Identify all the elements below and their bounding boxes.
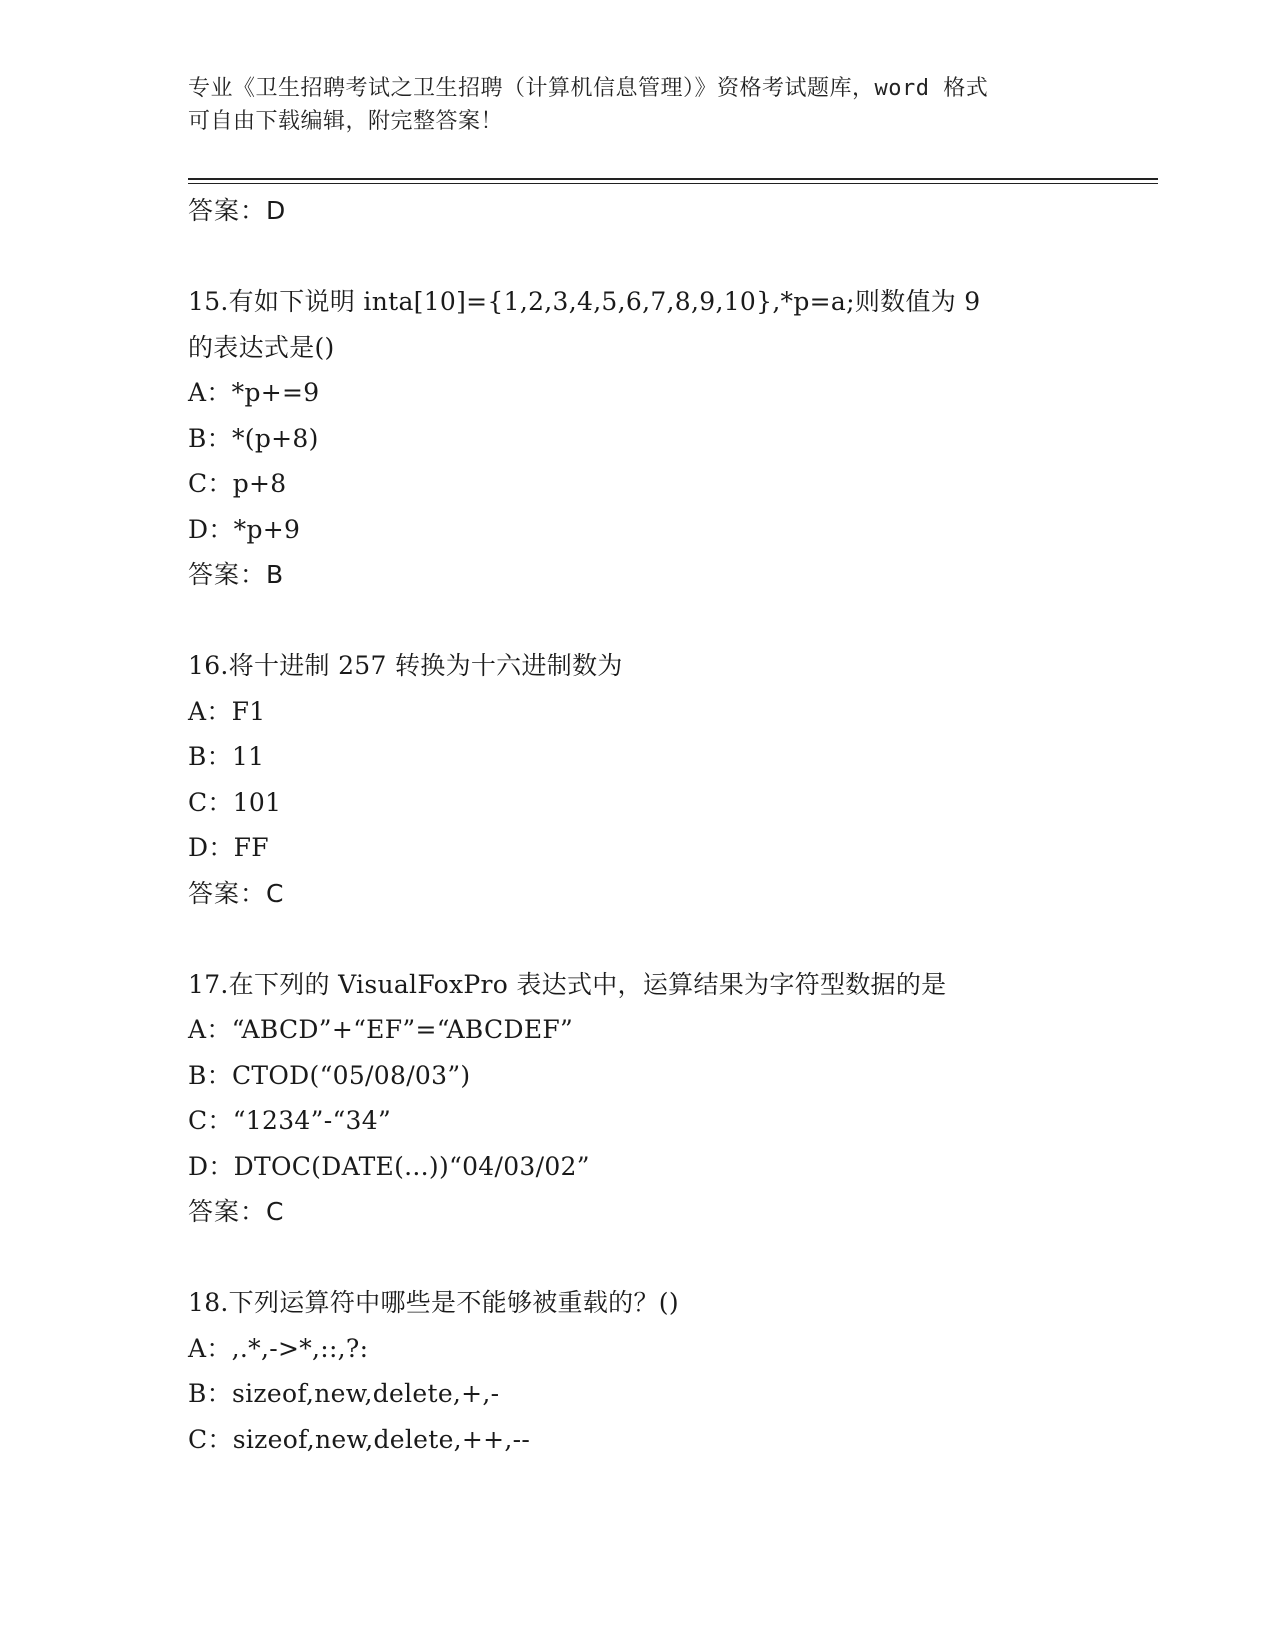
option-c: C：p+8 bbox=[188, 469, 287, 498]
header-line-2: 可自由下载编辑，附完整答案！ bbox=[188, 109, 504, 134]
option-d: D：FF bbox=[188, 833, 269, 862]
option-a: A：,.*,->*,::,?: bbox=[188, 1333, 369, 1363]
question-block bbox=[188, 643, 1068, 916]
answer-line: 答案：B bbox=[188, 560, 285, 589]
option-b: B：11 bbox=[188, 742, 265, 771]
page-header bbox=[188, 72, 1088, 138]
option-c: C：“1234”-“34” bbox=[188, 1106, 392, 1135]
question-block bbox=[188, 962, 1068, 1235]
answer-line: 答案：C bbox=[188, 878, 285, 908]
answer-line: 答案：D bbox=[188, 196, 287, 225]
question-stem: 18.下列运算符中哪些是不能够被重载的？() bbox=[188, 1288, 679, 1317]
question-list bbox=[188, 188, 1068, 1462]
question-stem: 17.在下列的 VisualFoxPro 表达式中，运算结果为字符型数据的是 bbox=[188, 969, 947, 999]
spacer bbox=[188, 598, 1068, 644]
header-divider bbox=[188, 178, 1158, 180]
option-d: D：*p+9 bbox=[188, 514, 301, 544]
option-c: C：101 bbox=[188, 787, 282, 817]
option-c: C：sizeof,new,delete,++,-- bbox=[188, 1424, 531, 1454]
answer-line: 答案：C bbox=[188, 1197, 285, 1226]
option-a: A：“ABCD”+“EF”=“ABCDEF” bbox=[188, 1015, 574, 1044]
question-stem: 16.将十进制 257 转换为十六进制数为 bbox=[188, 651, 623, 680]
question-stem: 15.有如下说明 inta[10]={1,2,3,4,5,6,7,8,9,10},*p=a;则数值为 9 bbox=[188, 287, 981, 316]
option-b: B：CTOD(“05/08/03”) bbox=[188, 1060, 471, 1090]
question-block bbox=[188, 1280, 1068, 1462]
option-a: A：*p+=9 bbox=[188, 378, 320, 407]
question-stem: 的表达式是() bbox=[188, 332, 335, 362]
header-divider-thin bbox=[188, 183, 1158, 184]
option-d: D：DTOC(DATE(...))“04/03/02” bbox=[188, 1151, 590, 1181]
spacer bbox=[188, 234, 1068, 280]
option-b: B：sizeof,new,delete,+,- bbox=[188, 1379, 500, 1408]
question-block bbox=[188, 279, 1068, 598]
spacer bbox=[188, 916, 1068, 962]
header-line-1: 专业《卫生招聘考试之卫生招聘（计算机信息管理）》资格考试题库，word 格式 bbox=[188, 76, 989, 101]
spacer bbox=[188, 1235, 1068, 1281]
option-a: A：F1 bbox=[188, 696, 266, 726]
option-b: B：*(p+8) bbox=[188, 423, 319, 453]
